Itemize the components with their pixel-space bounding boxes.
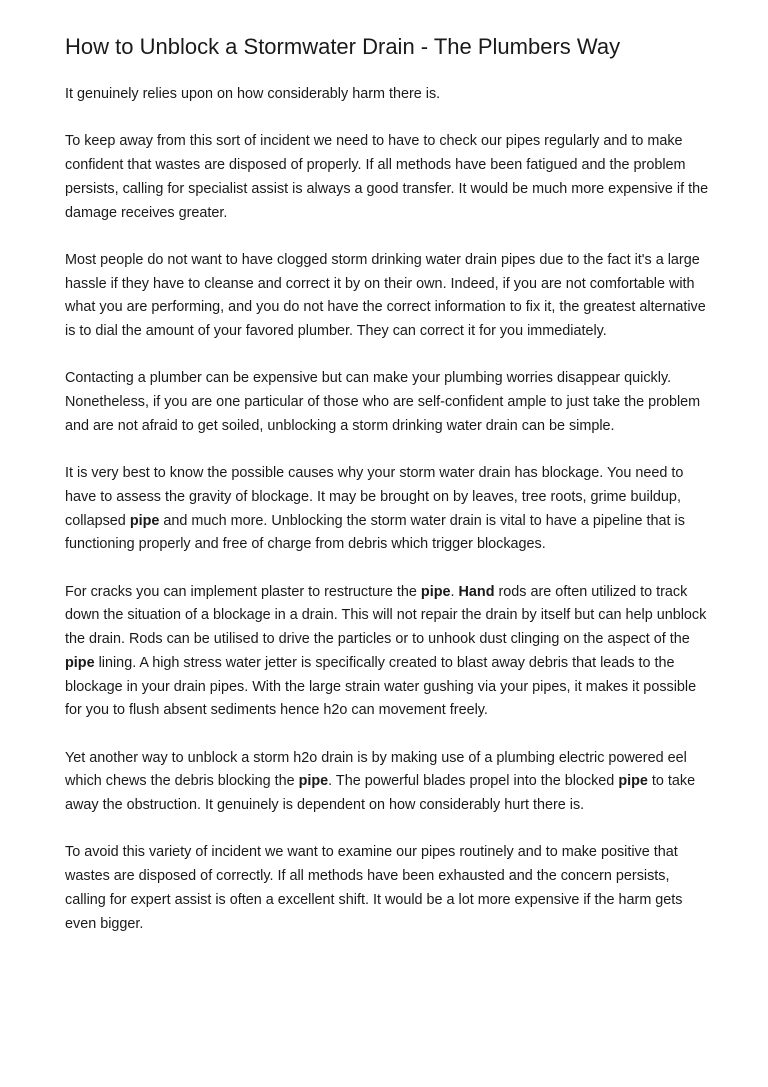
- page-title: How to Unblock a Stormwater Drain - The Plumbers Way: [65, 34, 621, 59]
- body-paragraph: [65, 83, 710, 107]
- bold-keyword: pipe: [298, 773, 329, 790]
- body-paragraph: [65, 249, 710, 344]
- text-run: Yet another way to unblock a storm h2o drain is by making use of a plumbing electric powered eel which chews the debris blocking the: [65, 749, 687, 790]
- body-paragraph: [65, 462, 710, 557]
- bold-keyword: pipe: [129, 512, 160, 529]
- text-run: to take away the obstruction. It genuinely is dependent on how considerably hurt there is.: [65, 773, 696, 813]
- body-paragraph: [65, 841, 710, 936]
- body-paragraph: [65, 747, 710, 818]
- text-run: For cracks you can implement plaster to restructure the: [65, 583, 421, 600]
- document-body: [65, 83, 710, 936]
- text-run: Contacting a plumber can be expensive but can make your plumbing worries disappear quickly. Nonetheless, if you are one particular of those who are self-confident ample to just take the problem and are not afraid to get soiled, unblocking a storm drinking water drain can be simple.: [65, 370, 701, 434]
- body-paragraph: [65, 367, 710, 438]
- body-paragraph: [65, 581, 710, 723]
- text-run: It genuinely relies upon on how considerably harm there is.: [65, 86, 441, 102]
- text-run: It is very best to know the possible causes why your storm water drain has blockage. You need to have to assess the gravity of blockage. It may be brought on by leaves, tree roots, grime buildup, collapsed: [65, 465, 684, 529]
- bold-keyword: pipe: [420, 583, 451, 600]
- bold-keyword: pipe: [65, 654, 95, 671]
- text-run: .: [450, 583, 459, 600]
- text-run: . The powerful blades propel into the blocked: [328, 773, 619, 790]
- text-run: lining. A high stress water jetter is specifically created to blast away debris that leads to the blockage in your drain pipes. With the large strain water gushing via your pipes, it makes it possible for you to flush absent sediments hence h2o can movement freely.: [65, 654, 697, 719]
- body-paragraph: [65, 130, 710, 225]
- bold-keyword: pipe: [618, 773, 648, 790]
- text-run: To avoid this variety of incident we want to examine our pipes routinely and to make positive that wastes are disposed of correctly. If all methods have been exhausted and the concern persists, calling for expert assist is often a excellent shift. It would be a lot more expensive if the harm gets even bigger.: [65, 844, 683, 932]
- text-run: and much more. Unblocking the storm water drain is vital to have a pipeline that is functioning properly and free of charge from debris which trigger blockages.: [65, 512, 685, 553]
- document-page: [65, 30, 710, 936]
- text-run: rods are often utilized to track down the situation of a blockage in a drain. This will not repair the drain by itself but can help unblock the drain. Rods can be utilised to drive the particles or to unhook dust clinging on the aspect of the: [65, 583, 707, 648]
- bold-keyword: Hand: [458, 583, 495, 600]
- text-run: Most people do not want to have clogged storm drinking water drain pipes due to the fact it's a large hassle if they have to cleanse and correct it by on their own. Indeed, if you are not comfortable with what you are performing, and you do not have the correct information to fix it, the greatest alternative is to dial the amount of your favored plumber. They can correct it for you immediately.: [65, 251, 706, 339]
- text-run: To keep away from this sort of incident we need to have to check our pipes regularly and to make confident that wastes are disposed of properly. If all methods have been fatigued and the problem persists, calling for specialist assist is always a good transfer. It would be much more expensive if the damage receives greater.: [65, 133, 709, 221]
